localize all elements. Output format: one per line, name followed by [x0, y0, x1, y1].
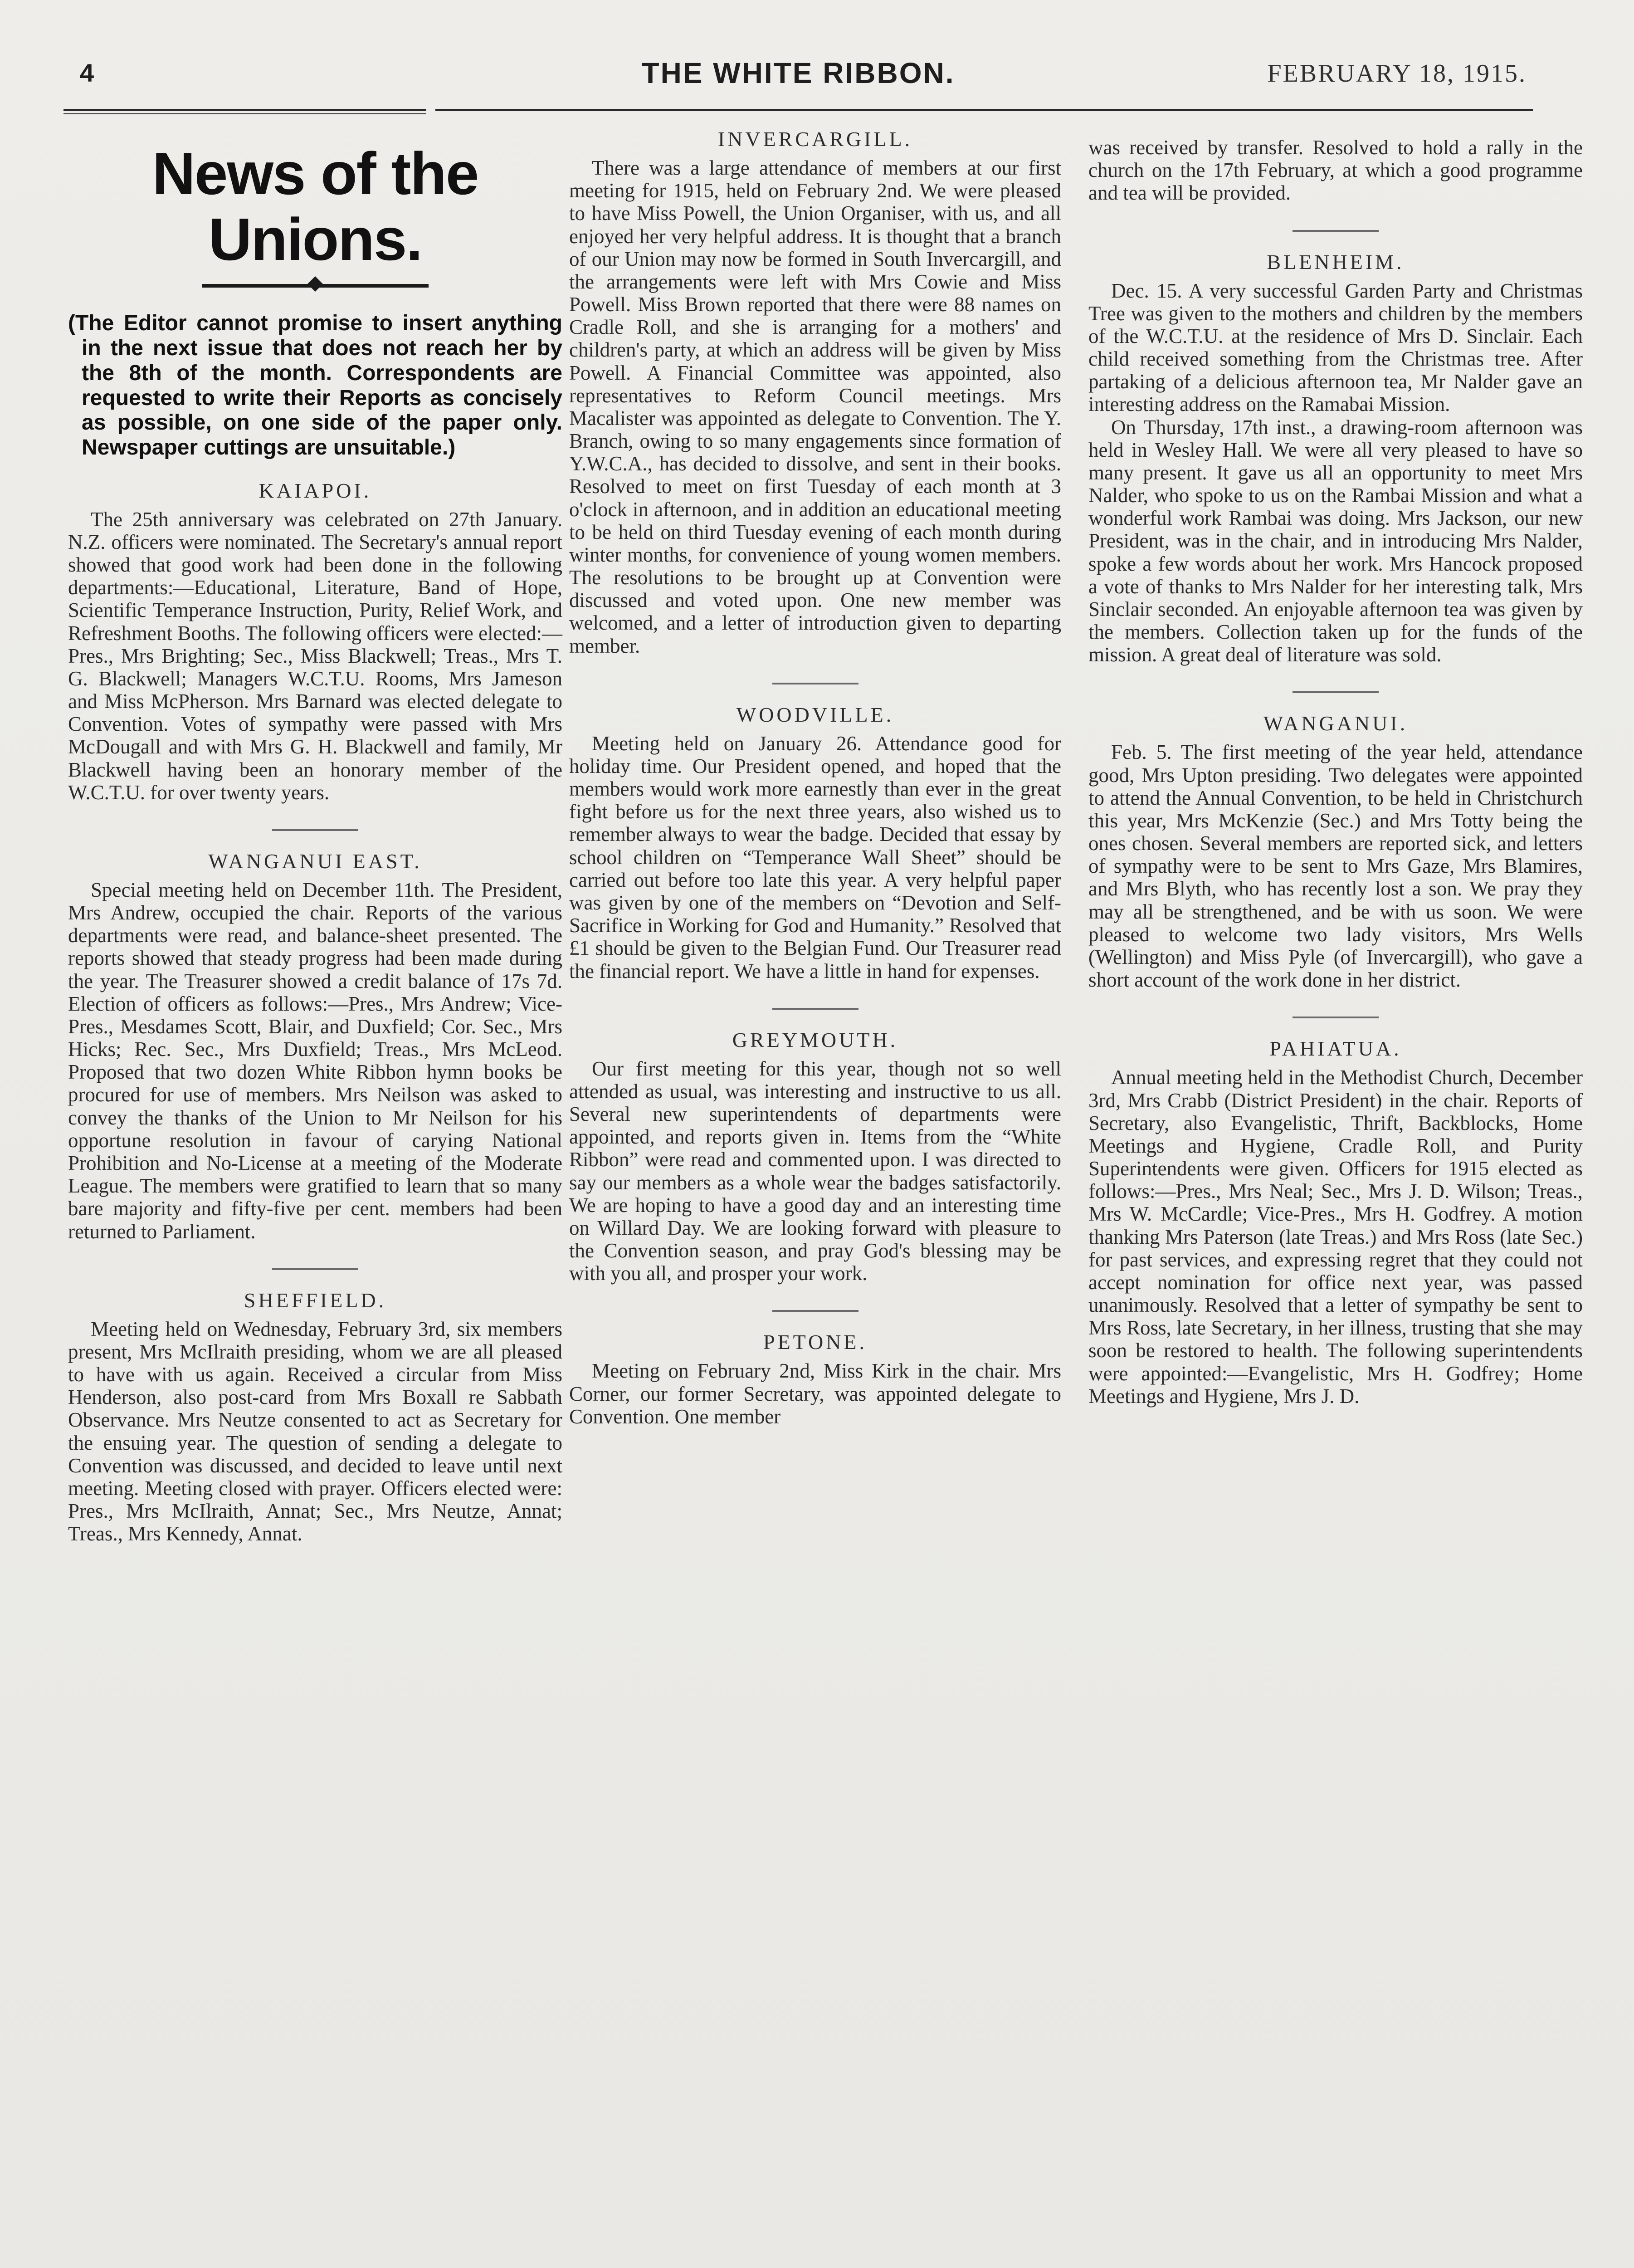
page-number: 4: [80, 59, 94, 87]
article-paragraph: Special meeting held on December 11th. The President, Mrs Andrew, occupied the chair. Reports of the various departments were read, and balance-sheet presented. The reports showed that steady progress had been made during the year. The Treasurer showed a credit balance of 17s 7d. Election of officers as follows:—Pres., Mrs Andrew; Vice-Pres., Mesdames Scott, Blair, and Duxfield; Cor. Sec., Mrs Hicks; Rec. Sec., Mrs Duxfield; Treas., Mrs McLeod. Proposed that two dozen White Ribbon hymn books be procured for use of members. Mrs Neilson was asked to convey the thanks of the Union to Mr Neilson for his opportune resolution in favour of carying National Prohibition and No-License at a meeting of the Moderate League. The members were gratified to learn that so many bare majority and fifty-five per cent. members had been returned to Parliament.: [68, 878, 562, 1243]
section-title-wanganui-east: WANGANUI EAST.: [208, 849, 422, 873]
article-paragraph: Dec. 15. A very successful Garden Party and Christmas Tree was given to the mothers and children by the members of the W.C.T.U. at the residence of Mrs D. Sinclair. Each child received something from the Christmas tree. After partaking of a delicious afternoon tea, Mr Nalder gave an interesting address on the Ramabai Mission.: [1088, 279, 1583, 416]
page-headline: News of the Unions.: [152, 140, 478, 273]
section-divider: [772, 683, 858, 684]
article-paragraph: Annual meeting held in the Methodist Church, December 3rd, Mrs Crabb (District President) in the chair. Reports of Secretary, also Evangelistic, Thrift, Backblocks, Home Meetings and Hygiene, Cradle Roll, and Purity Superintendents were given. Officers for 1915 elected as follows:—Pres., Mrs Neal; Sec., Mrs J. D. Wilson; Treas., Mrs W. McCardle; Vice-Pres., Mrs H. Godfrey. A motion thanking Mrs Paterson (late Treas.) and Mrs Ross (late Sec.) for past services, and expressing regret that they could not accept nomination for office next year, was passed unanimously. Resolved that a letter of sympathy be sent to Mrs Ross, late Secretary, in her illness, trusting that she may soon be restored to health. The following superintendents were appointed:—Evangelistic, Mrs H. Godfrey; Home Meetings and Hygiene, Mrs J. D.: [1088, 1066, 1583, 1408]
column-2: [569, 127, 1061, 1428]
issue-date: FEBRUARY 18, 1915.: [1267, 59, 1527, 88]
article-paragraph: Meeting held on Wednesday, February 3rd, six members present, Mrs McIlraith presiding, whom we are all pleased to have with us again. Received a circular from Miss Henderson, also post-card from Mrs Boxall re Sabbath Observance. Mrs Neutze consented to act as Secretary for the ensuing year. The question of sending a delegate to Convention was discussed, and decided to leave until next meeting. Meeting closed with prayer. Officers elected were: Pres., Mrs McIlraith, Annat; Sec., Mrs Neutze, Annat; Treas., Mrs Kennedy, Annat.: [68, 1317, 562, 1545]
column-1: [68, 113, 562, 1545]
section-title-blenheim: BLENHEIM.: [1267, 250, 1405, 274]
article-paragraph: There was a large attendance of members at our first meeting for 1915, held on February 2nd. We were pleased to have Miss Powell, the Union Organiser, with us, and all enjoyed her very helpful address. It is thought that a branch of our Union may now be formed in South Invercargill, and the arrangements were left with Mrs Cowie and Miss Powell. Miss Brown reported that there were 88 names on Cradle Roll, and she is arranging for a mothers' and children's party, at which an address will be given by Miss Powell. A Financial Committee was appointed, also representatives to Reform Council meetings. Mrs Macalister was appointed as delegate to Convention. The Y. Branch, owing to so many engagements since formation of Y.W.C.A., has decided to dissolve, and sent in their books. Resolved to meet on first Tuesday of each month at 3 o'clock in afternoon, and in addition an educational meeting to be held on third Tuesday evening of each month during winter months, for convenience of young women members. The resolutions to be brought up at Convention were discussed and voted upon. One new member was welcomed, and a letter of introduction given to departing member.: [569, 156, 1061, 657]
article-paragraph: Feb. 5. The first meeting of the year held, attendance good, Mrs Upton presiding. Two delegates were appointed to attend the Annual Convention, to be held in Christchurch this year, Mrs McKenzie (Sec.) and Mrs Totty being the ones chosen. Several members are reported sick, and letters of sympathy were to be sent to Mrs Gaze, Mrs Blamires, and Mrs Blyth, who has recently lost a son. We pray they may all be strengthened, and be with us soon. We were pleased to welcome two lady visitors, Mrs Wells (Wellington) and Miss Pyle (of Invercargill), who gave a short account of the work done in her district.: [1088, 741, 1583, 992]
headline-ornament: [68, 277, 562, 295]
section-title-pahiatua: PAHIATUA.: [1269, 1037, 1402, 1061]
article-paragraph: Our first meeting for this year, though not so well attended as usual, was interesting and instructive to us all. Several new superintendents of departments were appointed, and reports given in. Items from the “White Ribbon” were read and commented upon. I was directed to say our members as a whole wear the badges satisfactorily. We are hoping to have a good day and an interesting time on Willard Day. We are looking forward with pleasure to the Convention season, and pray God's blessing may be with you all, and prosper your work.: [569, 1057, 1061, 1285]
section-title-petone: PETONE.: [763, 1330, 867, 1354]
page-header: [63, 54, 1533, 104]
section-title-wanganui: WANGANUI.: [1263, 712, 1408, 735]
section-divider: [272, 829, 358, 831]
section-divider: [772, 1008, 858, 1010]
section-divider: [1293, 230, 1379, 232]
section-title-greymouth: GREYMOUTH.: [732, 1028, 898, 1051]
section-divider: [1293, 1017, 1379, 1018]
section-title-kaiapoi: KAIAPOI.: [259, 479, 372, 502]
section-divider: [1293, 691, 1379, 693]
masthead-title: THE WHITE RIBBON.: [641, 57, 955, 89]
section-divider: [772, 1310, 858, 1312]
article-paragraph: Meeting on February 2nd, Miss Kirk in the chair. Mrs Corner, our former Secretary, was appointed delegate to Convention. One member: [569, 1359, 1061, 1428]
column-3: [1088, 136, 1583, 1408]
article-paragraph: On Thursday, 17th inst., a drawing-room afternoon was held in Wesley Hall. We were all very pleased to have so many present. It gave us all an opportunity to meet Mrs Nalder, who spoke to us on the Rambai Mission and what a wonderful work Rambai was doing. Mrs Jackson, our new President, was in the chair, and in introducing Mrs Nalder, spoke a few words about her work. Mrs Hancock proposed a vote of thanks to Mrs Nalder for her interesting talk, Mrs Sinclair seconded. An enjoyable afternoon tea was given by the members. Collection taken up for the funds of the mission. A great deal of literature was sold.: [1088, 415, 1583, 666]
section-title-invercargill: INVERCARGILL.: [717, 127, 913, 151]
section-title-woodville: WOODVILLE.: [736, 703, 894, 726]
article-paragraph: The 25th anniversary was celebrated on 27th January. N.Z. officers were nominated. The Secretary's annual report showed that good work had been done in the following departments:—Educational, Literature, Band of Hope, Scientific Temperance Instruction, Purity, Relief Work, and Refreshment Booths. The following officers were elected:—Pres., Mrs Brighting; Sec., Miss Blackwell; Treas., Mrs T. G. Blackwell; Managers W.C.T.U. Rooms, Mrs Jameson and Miss McPherson. Mrs Barnard was elected delegate to Convention. Votes of sympathy were passed with Mrs McDougall and with Mrs G. H. Blackwell and family, Mr Blackwell having been an honorary member of the W.C.T.U. for over twenty years.: [68, 508, 562, 804]
article-paragraph: Meeting held on January 26. Attendance good for holiday time. Our President opened, and hoped that the members would work more earnestly than ever in the great fight before us for the next three years, also wished us to remember always to wear the badge. Decided that essay by school children on “Temperance Wall Sheet” should be carried out before too late this year. A very helpful paper was given by one of the members on “Devotion and Self-Sacrifice in Working for God and Humanity.” Resolved that £1 should be given to the Belgian Fund. Our Treasurer read the financial report. We have a little in hand for expenses.: [569, 732, 1061, 982]
header-rule-right: [435, 109, 1533, 113]
editor-note: (The Editor cannot promise to insert anything in the next issue that does not reach her by the 8th of the month. Correspondents are requested to write their Reports as concisely as possible, on one side of the paper only. Newspaper cuttings are unsuitable.): [68, 311, 562, 459]
article-paragraph-continued: was received by transfer. Resolved to hold a rally in the church on the 17th February, at which a good programme and tea will be provided.: [1088, 136, 1583, 205]
section-title-sheffield: SHEFFIELD.: [244, 1288, 387, 1312]
section-divider: [272, 1268, 358, 1270]
